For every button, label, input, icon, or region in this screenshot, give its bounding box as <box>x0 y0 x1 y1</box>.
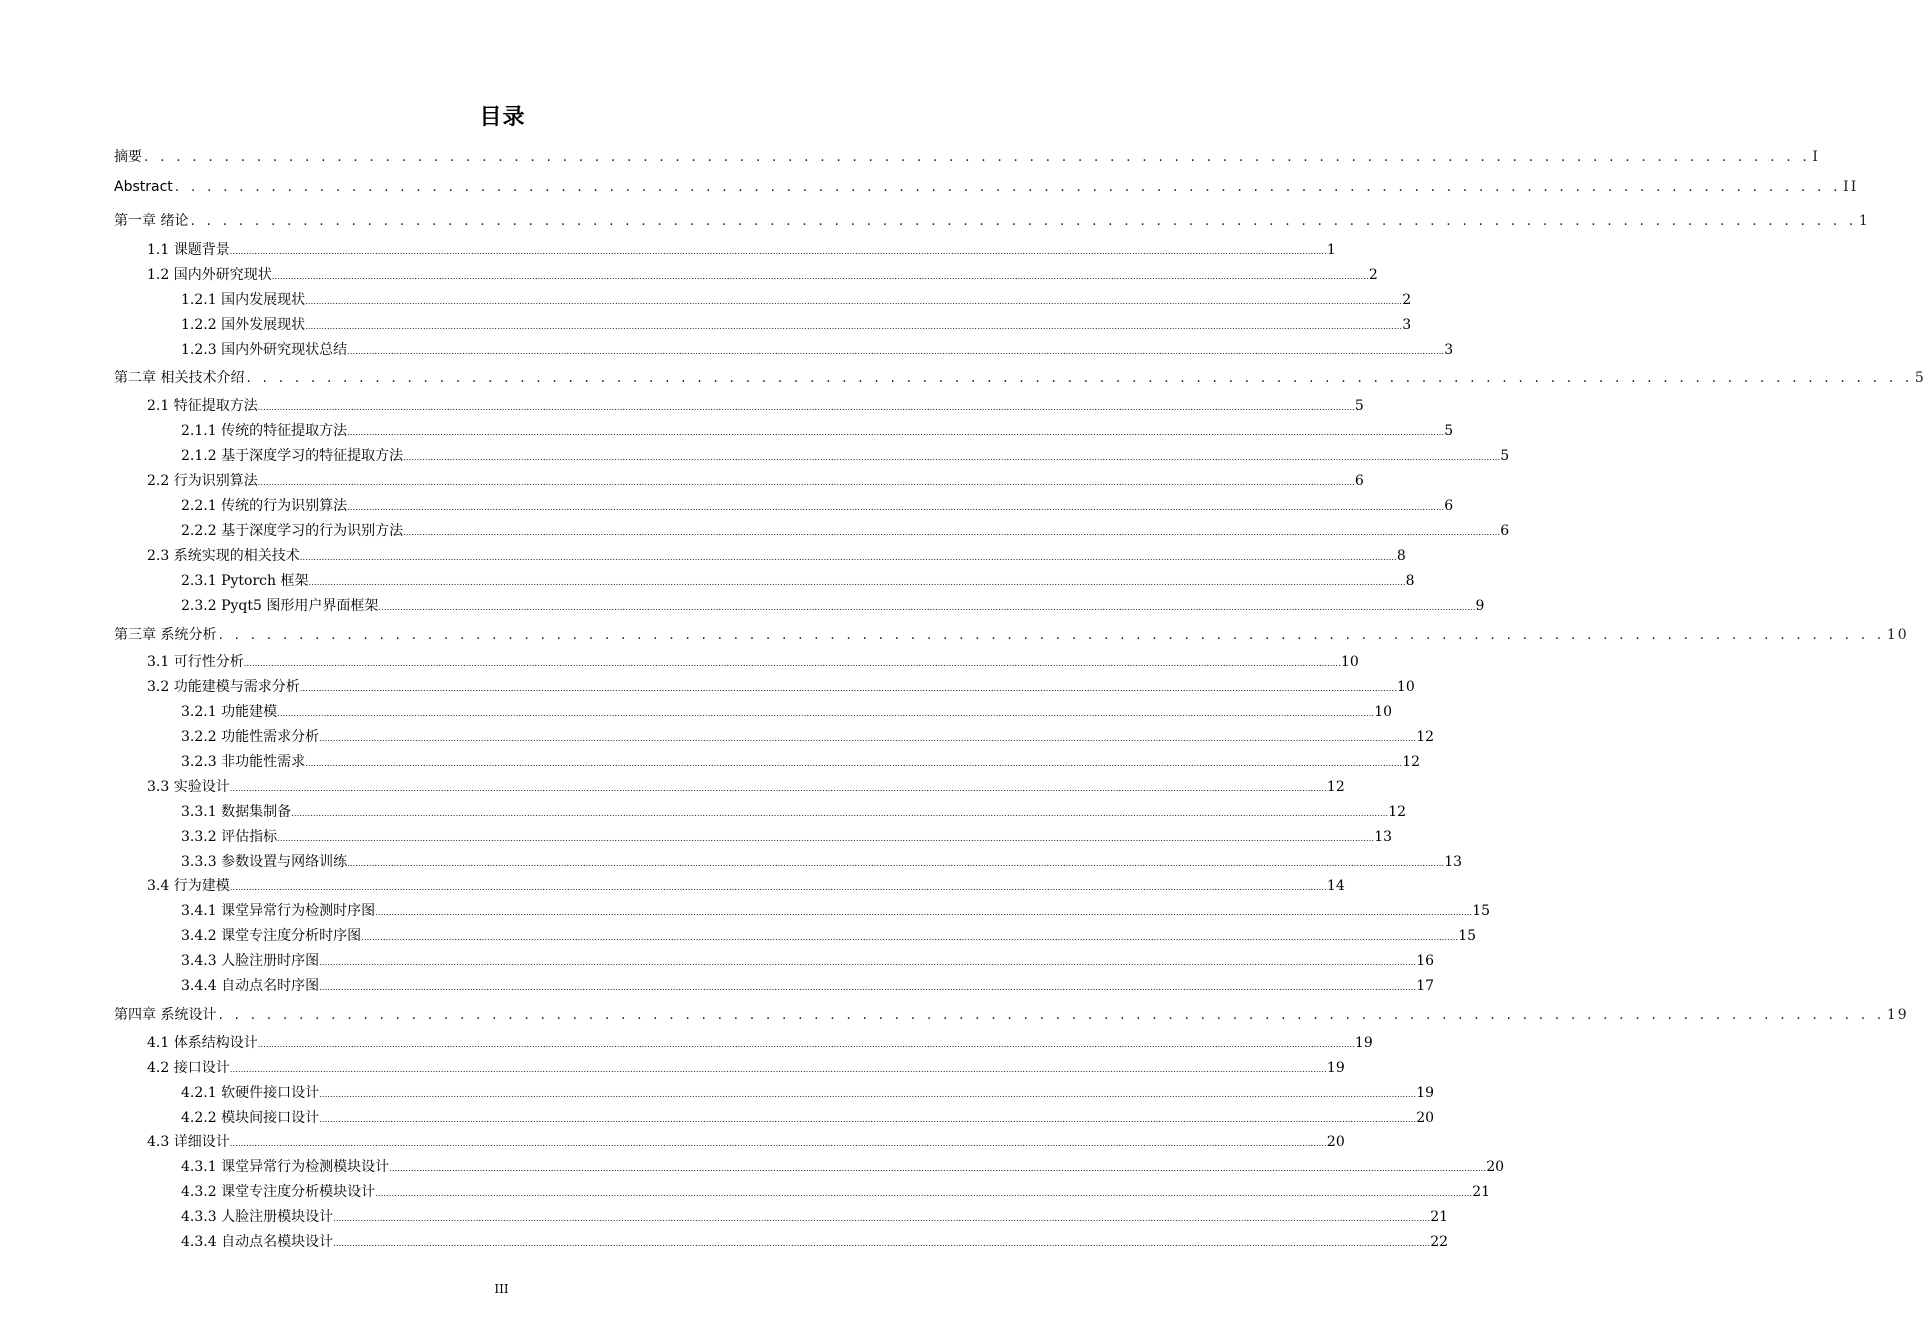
toc-entry-title: 3.2.2 功能性需求分析 <box>181 729 320 745</box>
dot-leader: . . . . . . . . . . . . . . . . . . . . . . . . . . . . . . . . . . . . . . . . . . . . . . . . . . . . . . . . . . . . . . . . . . . . . . . . . . . . . . . . . . . . . . . . . . . . . . . . . . . . . . . . <box>246 370 1913 386</box>
toc-entry-page: 6 <box>1444 498 1454 514</box>
dot-leader: ................................................................................................................................................................................................................................................................................................................................................................................................................ <box>305 759 1403 768</box>
toc-entry-title: 1.1 课题背景 <box>147 242 230 258</box>
toc-entry-page: 2 <box>1368 267 1378 283</box>
toc-entry-level-3[interactable] <box>181 726 1435 746</box>
toc-entry-title: 2.2 行为识别算法 <box>147 473 258 489</box>
dot-leader: ................................................................................................................................................................................................................................................................................................................................................................................................................ <box>257 1040 1355 1049</box>
toc-entry-level-3[interactable] <box>181 1206 1449 1226</box>
toc-entry-title: 3.4.4 自动点名时序图 <box>181 978 320 994</box>
toc-entry-title: 1.2 国内外研究现状 <box>147 267 272 283</box>
toc-entry-title: 3.3 实验设计 <box>147 779 230 795</box>
toc-entry-page: 3 <box>1444 342 1454 358</box>
toc-entry-level-2[interactable] <box>147 239 1336 259</box>
dot-leader: ................................................................................................................................................................................................................................................................................................................................................................................................................ <box>229 784 1327 793</box>
dot-leader: . . . . . . . . . . . . . . . . . . . . . . . . . . . . . . . . . . . . . . . . . . . . . . . . . . . . . . . . . . . . . . . . . . . . . . . . . . . . . . . . . . . . . . . . . . . . . . . . . . . . . . . . <box>174 179 1842 195</box>
toc-entry-page: 14 <box>1326 878 1345 894</box>
toc-entry-title: 4.3.1 课堂异常行为检测模块设计 <box>181 1159 390 1175</box>
dot-leader: ................................................................................................................................................................................................................................................................................................................................................................................................................ <box>319 958 1417 967</box>
toc-entry-title: 3.2.3 非功能性需求 <box>181 754 306 770</box>
toc-entry-level-3[interactable] <box>181 826 1393 846</box>
toc-entry-page: 12 <box>1326 779 1345 795</box>
dot-leader: ................................................................................................................................................................................................................................................................................................................................................................................................................ <box>277 834 1375 843</box>
dot-leader: . . . . . . . . . . . . . . . . . . . . . . . . . . . . . . . . . . . . . . . . . . . . . . . . . . . . . . . . . . . . . . . . . . . . . . . . . . . . . . . . . . . . . . . . . . . . . . . . . . . . . . . . <box>218 1007 1885 1023</box>
toc-entry-level-2[interactable] <box>147 776 1345 796</box>
toc-entry-page: 3 <box>1402 317 1412 333</box>
toc-entry-title: 2.3.1 Pytorch 框架 <box>181 573 309 589</box>
toc-entry-title: 4.3 详细设计 <box>147 1134 230 1150</box>
toc-entry-level-2[interactable] <box>147 470 1364 490</box>
dot-leader: ................................................................................................................................................................................................................................................................................................................................................................................................................ <box>319 1090 1417 1099</box>
toc-entry-level-3[interactable] <box>181 1231 1449 1251</box>
toc-entry-title: 2.1.2 基于深度学习的特征提取方法 <box>181 448 404 464</box>
dot-leader: ................................................................................................................................................................................................................................................................................................................................................................................................................ <box>403 453 1501 462</box>
dot-leader: ................................................................................................................................................................................................................................................................................................................................................................................................................ <box>243 659 1341 668</box>
toc-entry-page: 21 <box>1472 1184 1491 1200</box>
dot-leader: ................................................................................................................................................................................................................................................................................................................................................................................................................ <box>305 322 1403 331</box>
toc-entry-level-3[interactable] <box>181 339 1454 359</box>
toc-entry-level-3[interactable] <box>181 495 1454 515</box>
toc-entry-level-1[interactable] <box>114 367 1926 387</box>
dot-leader: ................................................................................................................................................................................................................................................................................................................................................................................................................ <box>375 908 1473 917</box>
toc-entry-level-3[interactable] <box>181 1082 1435 1102</box>
dot-leader: . . . . . . . . . . . . . . . . . . . . . . . . . . . . . . . . . . . . . . . . . . . . . . . . . . . . . . . . . . . . . . . . . . . . . . . . . . . . . . . . . . . . . . . . . . . . . . . . . . . . . . . . <box>218 627 1885 643</box>
dot-leader: ................................................................................................................................................................................................................................................................................................................................................................................................................ <box>403 528 1501 537</box>
toc-entry-title: Abstract <box>114 179 173 195</box>
toc-entry-level-3[interactable] <box>181 851 1463 871</box>
dot-leader: ................................................................................................................................................................................................................................................................................................................................................................................................................ <box>257 403 1355 412</box>
toc-entry-page: 10 <box>1374 704 1393 720</box>
toc-entry-page: 10 <box>1340 654 1359 670</box>
toc-entry-title: 3.4 行为建模 <box>147 878 230 894</box>
toc-entry-level-2[interactable] <box>147 875 1345 895</box>
toc-entry-page: 17 <box>1416 978 1435 994</box>
toc-entry-page: 19 <box>1354 1035 1373 1051</box>
dot-leader: ................................................................................................................................................................................................................................................................................................................................................................................................................ <box>347 503 1445 512</box>
toc-entry-page: 6 <box>1354 473 1364 489</box>
toc-entry-title: 3.4.3 人脸注册时序图 <box>181 953 320 969</box>
toc-entry-title: 3.1 可行性分析 <box>147 654 244 670</box>
toc-entry-page: 5 <box>1444 423 1454 439</box>
toc-entry-page: 16 <box>1416 953 1435 969</box>
toc-entry-page: 5 <box>1914 370 1926 386</box>
toc-entry-level-3[interactable] <box>181 751 1421 771</box>
toc-entry-title: 4.2.2 模块间接口设计 <box>181 1110 320 1126</box>
dot-leader: ................................................................................................................................................................................................................................................................................................................................................................................................................ <box>229 1065 1327 1074</box>
toc-entry-page: 12 <box>1402 754 1421 770</box>
toc-entry-page: 12 <box>1388 804 1407 820</box>
dot-leader: ................................................................................................................................................................................................................................................................................................................................................................................................................ <box>229 1139 1327 1148</box>
toc-entry-level-3[interactable] <box>181 595 1485 615</box>
toc-entry-page: 5 <box>1354 398 1364 414</box>
toc-entry-title: 第一章 绪论 <box>114 213 189 229</box>
toc-entry-page: 20 <box>1416 1110 1435 1126</box>
dot-leader: ................................................................................................................................................................................................................................................................................................................................................................................................................ <box>333 1239 1431 1248</box>
dot-leader: . . . . . . . . . . . . . . . . . . . . . . . . . . . . . . . . . . . . . . . . . . . . . . . . . . . . . . . . . . . . . . . . . . . . . . . . . . . . . . . . . . . . . . . . . . . . . . . . . . . . . . . . <box>144 149 1811 165</box>
toc-entry-page: 1 <box>1858 213 1870 229</box>
dot-leader: ................................................................................................................................................................................................................................................................................................................................................................................................................ <box>361 933 1459 942</box>
dot-leader: ................................................................................................................................................................................................................................................................................................................................................................................................................ <box>229 247 1327 256</box>
toc-entry-page: 12 <box>1416 729 1435 745</box>
dot-leader: ................................................................................................................................................................................................................................................................................................................................................................................................................ <box>291 809 1389 818</box>
toc-entry-level-3[interactable] <box>181 1107 1435 1127</box>
toc-entry-level-3[interactable] <box>181 975 1435 995</box>
toc-entry-page: 10 <box>1396 679 1415 695</box>
toc-entry-title: 3.2.1 功能建模 <box>181 704 278 720</box>
toc-entry-title: 2.1 特征提取方法 <box>147 398 258 414</box>
dot-leader: ................................................................................................................................................................................................................................................................................................................................................................................................................ <box>229 883 1327 892</box>
toc-entry-level-2[interactable] <box>147 651 1359 671</box>
toc-entry-title: 3.4.1 课堂异常行为检测时序图 <box>181 903 376 919</box>
toc-entry-page: 15 <box>1472 903 1491 919</box>
toc-entry-page: 9 <box>1475 598 1485 614</box>
toc-entry-title: 1.2.2 国外发展现状 <box>181 317 306 333</box>
toc-entry-title: 3.3.2 评估指标 <box>181 829 278 845</box>
toc-entry-page: 20 <box>1486 1159 1505 1175</box>
dot-leader: . . . . . . . . . . . . . . . . . . . . . . . . . . . . . . . . . . . . . . . . . . . . . . . . . . . . . . . . . . . . . . . . . . . . . . . . . . . . . . . . . . . . . . . . . . . . . . . . . . . . . . . . <box>190 213 1857 229</box>
toc-entry-title: 4.3.3 人脸注册模块设计 <box>181 1209 334 1225</box>
toc-entry-level-3[interactable] <box>181 314 1412 334</box>
toc-entry-title: 4.3.4 自动点名模块设计 <box>181 1234 334 1250</box>
toc-entry-level-3[interactable] <box>181 289 1412 309</box>
dot-leader: ................................................................................................................................................................................................................................................................................................................................................................................................................ <box>347 347 1445 356</box>
dot-leader: ................................................................................................................................................................................................................................................................................................................................................................................................................ <box>378 603 1476 612</box>
toc-entry-page: 22 <box>1430 1234 1449 1250</box>
toc-entry-title: 2.1.1 传统的特征提取方法 <box>181 423 348 439</box>
toc-entry-level-1[interactable] <box>114 1004 1909 1024</box>
toc-entry-level-2[interactable] <box>147 395 1364 415</box>
toc-entry-title: 1.2.1 国内发展现状 <box>181 292 306 308</box>
toc-entry-level-3[interactable] <box>181 420 1454 440</box>
toc-entry-level-2[interactable] <box>147 1057 1345 1077</box>
toc-entry-page: 2 <box>1402 292 1412 308</box>
toc-entry-level-3[interactable] <box>181 1156 1505 1176</box>
toc-entry-page: 10 <box>1886 627 1909 643</box>
toc-entry-title: 4.1 体系结构设计 <box>147 1035 258 1051</box>
dot-leader: ................................................................................................................................................................................................................................................................................................................................................................................................................ <box>319 983 1417 992</box>
toc-entry-page: 19 <box>1326 1060 1345 1076</box>
toc-entry-level-3[interactable] <box>181 570 1415 590</box>
dot-leader: ................................................................................................................................................................................................................................................................................................................................................................................................................ <box>277 709 1375 718</box>
toc-entry-page: II <box>1843 179 1859 195</box>
toc-entry-level-3[interactable] <box>181 925 1477 945</box>
toc-entry-level-3[interactable] <box>181 520 1510 540</box>
toc-entry-title: 2.3 系统实现的相关技术 <box>147 548 300 564</box>
dot-leader: ................................................................................................................................................................................................................................................................................................................................................................................................................ <box>305 297 1403 306</box>
toc-entry-level-2[interactable] <box>147 1131 1345 1151</box>
toc-entry-level-3[interactable] <box>181 950 1435 970</box>
toc-entry-title: 摘要 <box>114 149 142 165</box>
toc-entry-level-1[interactable] <box>114 179 1859 195</box>
toc-entry-page: 1 <box>1326 242 1336 258</box>
toc-entry-level-3[interactable] <box>181 801 1407 821</box>
toc-entry-title: 4.3.2 课堂专注度分析模块设计 <box>181 1184 376 1200</box>
toc-entry-title: 4.2.1 软硬件接口设计 <box>181 1085 320 1101</box>
page-number: III <box>494 1282 509 1296</box>
toc-entry-title: 2.2.2 基于深度学习的行为识别方法 <box>181 523 404 539</box>
toc-entry-level-3[interactable] <box>181 445 1510 465</box>
dot-leader: ................................................................................................................................................................................................................................................................................................................................................................................................................ <box>271 272 1369 281</box>
toc-entry-level-1[interactable] <box>114 624 1909 644</box>
toc-entry-page: 8 <box>1405 573 1415 589</box>
toc-entry-title: 2.3.2 Pyqt5 图形用户界面框架 <box>181 598 379 614</box>
toc-title: 目录 <box>479 105 526 130</box>
toc-entry-level-3[interactable] <box>181 900 1491 920</box>
toc-entry-title: 3.3.3 参数设置与网络训练 <box>181 854 348 870</box>
dot-leader: ................................................................................................................................................................................................................................................................................................................................................................................................................ <box>333 1214 1431 1223</box>
toc-entry-page: 15 <box>1458 928 1477 944</box>
toc-entry-level-3[interactable] <box>181 1181 1491 1201</box>
toc-entry-title: 第四章 系统设计 <box>114 1007 217 1023</box>
dot-leader: ................................................................................................................................................................................................................................................................................................................................................................................................................ <box>389 1164 1487 1173</box>
toc-entry-page: 8 <box>1396 548 1406 564</box>
dot-leader: ................................................................................................................................................................................................................................................................................................................................................................................................................ <box>347 428 1445 437</box>
toc-entry-level-2[interactable] <box>147 1032 1373 1052</box>
toc-entry-title: 1.2.3 国内外研究现状总结 <box>181 342 348 358</box>
toc-entry-level-1[interactable] <box>114 146 1820 166</box>
toc-entry-page: 5 <box>1500 448 1510 464</box>
toc-entry-page: 13 <box>1374 829 1393 845</box>
toc-entry-page: I <box>1812 149 1820 165</box>
dot-leader: ................................................................................................................................................................................................................................................................................................................................................................................................................ <box>299 684 1397 693</box>
toc-entry-level-3[interactable] <box>181 701 1393 721</box>
toc-entry-title: 3.4.2 课堂专注度分析时序图 <box>181 928 362 944</box>
toc-entry-level-1[interactable] <box>114 210 1870 230</box>
toc-entry-level-2[interactable] <box>147 264 1378 284</box>
toc-entry-level-2[interactable] <box>147 676 1415 696</box>
dot-leader: ................................................................................................................................................................................................................................................................................................................................................................................................................ <box>375 1189 1473 1198</box>
toc-entry-title: 第二章 相关技术介绍 <box>114 370 245 386</box>
toc-entry-title: 第三章 系统分析 <box>114 627 217 643</box>
dot-leader: ................................................................................................................................................................................................................................................................................................................................................................................................................ <box>319 1115 1417 1124</box>
toc-entry-page: 13 <box>1444 854 1463 870</box>
toc-entry-level-2[interactable] <box>147 545 1406 565</box>
toc-entry-title: 4.2 接口设计 <box>147 1060 230 1076</box>
toc-entry-page: 20 <box>1326 1134 1345 1150</box>
toc-entry-page: 6 <box>1500 523 1510 539</box>
toc-entry-page: 21 <box>1430 1209 1449 1225</box>
dot-leader: ................................................................................................................................................................................................................................................................................................................................................................................................................ <box>347 859 1445 868</box>
toc-entry-title: 3.2 功能建模与需求分析 <box>147 679 300 695</box>
toc-entry-page: 19 <box>1416 1085 1435 1101</box>
dot-leader: ................................................................................................................................................................................................................................................................................................................................................................................................................ <box>319 734 1417 743</box>
dot-leader: ................................................................................................................................................................................................................................................................................................................................................................................................................ <box>257 478 1355 487</box>
toc-entry-page: 19 <box>1886 1007 1909 1023</box>
dot-leader: ................................................................................................................................................................................................................................................................................................................................................................................................................ <box>308 578 1406 587</box>
toc-entry-title: 3.3.1 数据集制备 <box>181 804 292 820</box>
toc-entry-title: 2.2.1 传统的行为识别算法 <box>181 498 348 514</box>
dot-leader: ................................................................................................................................................................................................................................................................................................................................................................................................................ <box>299 553 1397 562</box>
